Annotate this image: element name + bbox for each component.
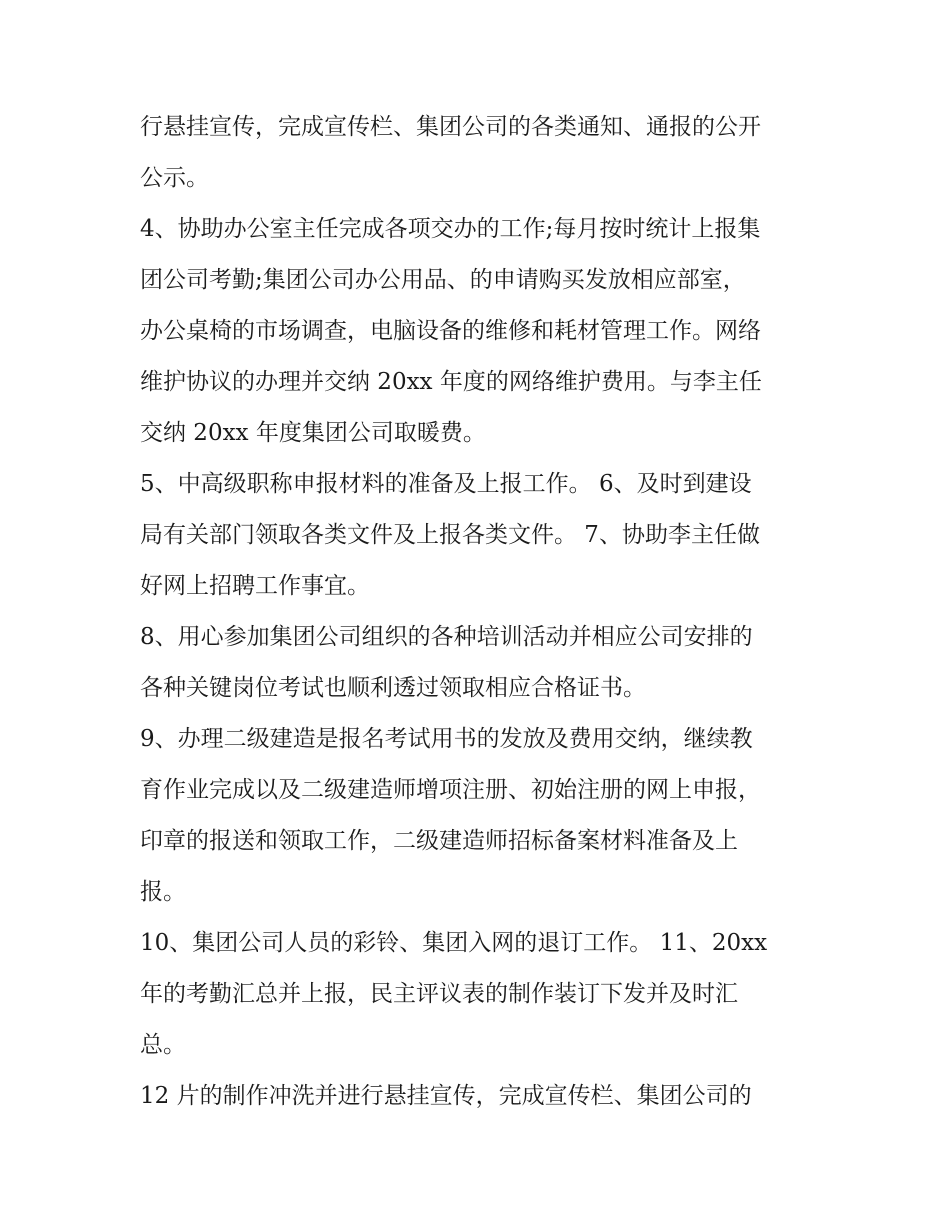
text-line: 团公司考勤;集团公司办公用品、的申请购买发放相应部室，	[140, 267, 746, 293]
text-line: 12 片的制作冲洗并进行悬挂宣传，完成宣传栏、集团公司的	[140, 1083, 752, 1109]
text-line: 办公桌椅的市场调查，电脑设备的维修和耗材管理工作。网络	[140, 318, 761, 344]
text-line: 各种关键岗位考试也顺利透过领取相应合格证书。	[140, 675, 646, 701]
text-line: 8、用心参加集团公司组织的各种培训活动并相应公司安排的	[140, 624, 753, 650]
text-line: 10、集团公司人员的彩铃、集团入网的退订工作。 11、20xx	[140, 930, 768, 956]
text-line: 育作业完成以及二级建造师增项注册、初始注册的网上申报，	[140, 777, 761, 803]
text-line: 行悬挂宣传，完成宣传栏、集团公司的各类通知、通报的公开	[140, 114, 761, 140]
text-line: 4、协助办公室主任完成各项交办的工作;每月按时统计上报集	[140, 216, 761, 242]
text-line: 局有关部门领取各类文件及上报各类文件。 7、协助李主任做	[140, 522, 760, 548]
text-line: 公示。	[140, 165, 209, 191]
text-line: 报。	[140, 879, 186, 905]
text-line: 好网上招聘工作事宜。	[140, 573, 370, 599]
text-line: 年的考勤汇总并上报，民主评议表的制作装订下发并及时汇	[140, 981, 738, 1007]
body-text	[140, 102, 820, 1122]
text-line: 5、中高级职称申报材料的准备及上报工作。 6、及时到建设	[140, 471, 752, 497]
text-line: 印章的报送和领取工作，二级建造师招标备案材料准备及上	[140, 828, 738, 854]
text-line: 9、办理二级建造是报名考试用书的发放及费用交纳，继续教	[140, 726, 753, 752]
text-line: 交纳 20xx 年度集团公司取暖费。	[140, 420, 486, 446]
text-line: 维护协议的办理并交纳 20xx 年度的网络维护费用。与李主任	[140, 369, 762, 395]
text-line: 总。	[140, 1032, 186, 1058]
